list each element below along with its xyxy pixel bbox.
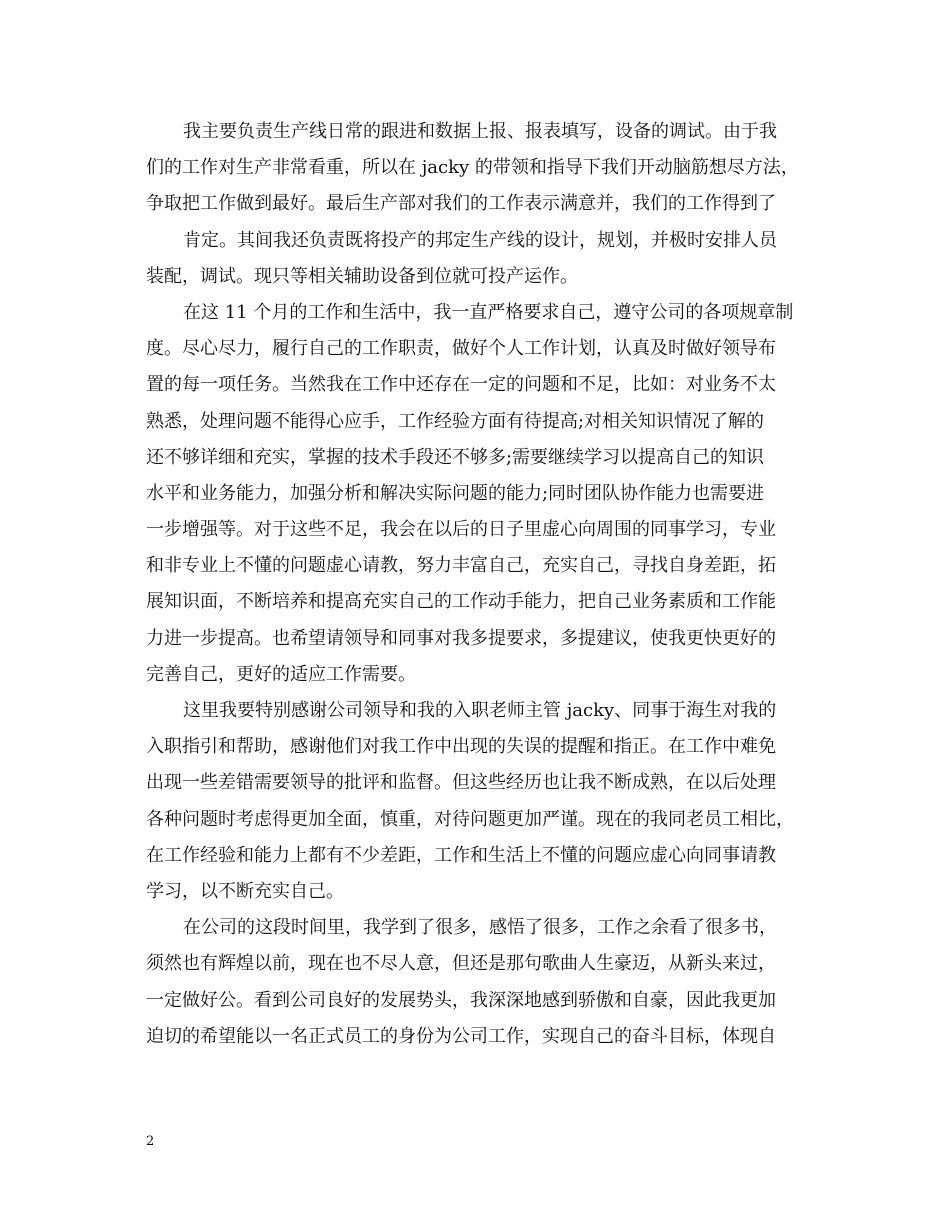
text-line: 完善自己，更好的适应工作需要。 [146,663,416,685]
text-line: 争取把工作做到最好。最后生产部对我们的工作表示满意并，我们的工作得到了 [146,193,776,215]
text-line: 这里我要特别感谢公司领导和我的入职老师主管 jacky、同事于海生对我的 [183,700,777,721]
text-line: 迫切的希望能以一名正式员工的身份为公司工作，实现自己的奋斗目标，体现自 [146,1025,776,1047]
text-line: 展知识面，不断培养和提高充实自己的工作动手能力，把自己业务素质和工作能 [146,591,776,613]
text-line: 入职指引和帮助，感谢他们对我工作中出现的失误的提醒和指正。在工作中难免 [146,736,776,758]
text-line: 我主要负责生产线日常的跟进和数据上报、报表填写，设备的调试。由于我 [183,121,777,142]
text-line: 装配，调试。现只等相关辅助设备到位就可投产运作。 [146,265,578,287]
text-line: 在公司的这段时间里，我学到了很多，感悟了很多，工作之余看了很多书， [183,917,777,939]
text-line: 度。尽心尽力，履行自己的工作职责，做好个人工作计划，认真及时做好领导布 [146,338,776,360]
text-line: 一定做好公。看到公司良好的发展势头，我深深地感到骄傲和自豪，因此我更加 [146,989,776,1011]
text-line: 肯定。其间我还负责既将投产的邦定生产线的设计，规划，并极时安排人员 [183,229,777,251]
text-line: 力进一步提高。也希望请领导和同事对我多提要求，多提建议，使我更快更好的 [146,627,776,649]
page-number: 2 [146,1134,155,1149]
text-line: 还不够详细和充实，掌握的技术手段还不够多;需要继续学习以提高自己的知识 [146,446,765,468]
text-line: 须然也有辉煌以前，现在也不尽人意，但还是那句歌曲人生豪迈，从新头来过， [146,953,776,975]
text-line: 们的工作对生产非常看重，所以在 jacky 的带领和指导下我们开动脑筋想尽方法， [146,157,799,179]
text-line: 水平和业务能力，加强分析和解决实际问题的能力;同时团队协作能力也需要进 [146,482,765,504]
text-line: 学习，以不断充实自己。 [146,880,344,902]
text-line: 各种问题时考虑得更加全面，慎重，对待问题更加严谨。现在的我同老员工相比， [146,808,794,830]
text-line: 熟悉，处理问题不能得心应手，工作经验方面有待提高;对相关知识情况了解的 [146,410,765,432]
text-line: 和非专业上不懂的问题虚心请教，努力丰富自己，充实自己，寻找自身差距，拓 [146,555,776,577]
text-line: 置的每一项任务。当然我在工作中还存在一定的问题和不足，比如：对业务不太 [146,374,776,396]
text-line: 出现一些差错需要领导的批评和监督。但这些经历也让我不断成熟，在以后处理 [146,772,776,794]
body-text [146,114,818,1055]
text-line: 在工作经验和能力上都有不少差距，工作和生活上不懂的问题应虚心向同事请教 [146,844,776,866]
text-line: 一步增强等。对于这些不足，我会在以后的日子里虚心向周围的同事学习，专业 [146,519,776,541]
text-line: 在这 11 个月的工作和生活中，我一直严格要求自己，遵守公司的各项规章制 [183,301,794,323]
